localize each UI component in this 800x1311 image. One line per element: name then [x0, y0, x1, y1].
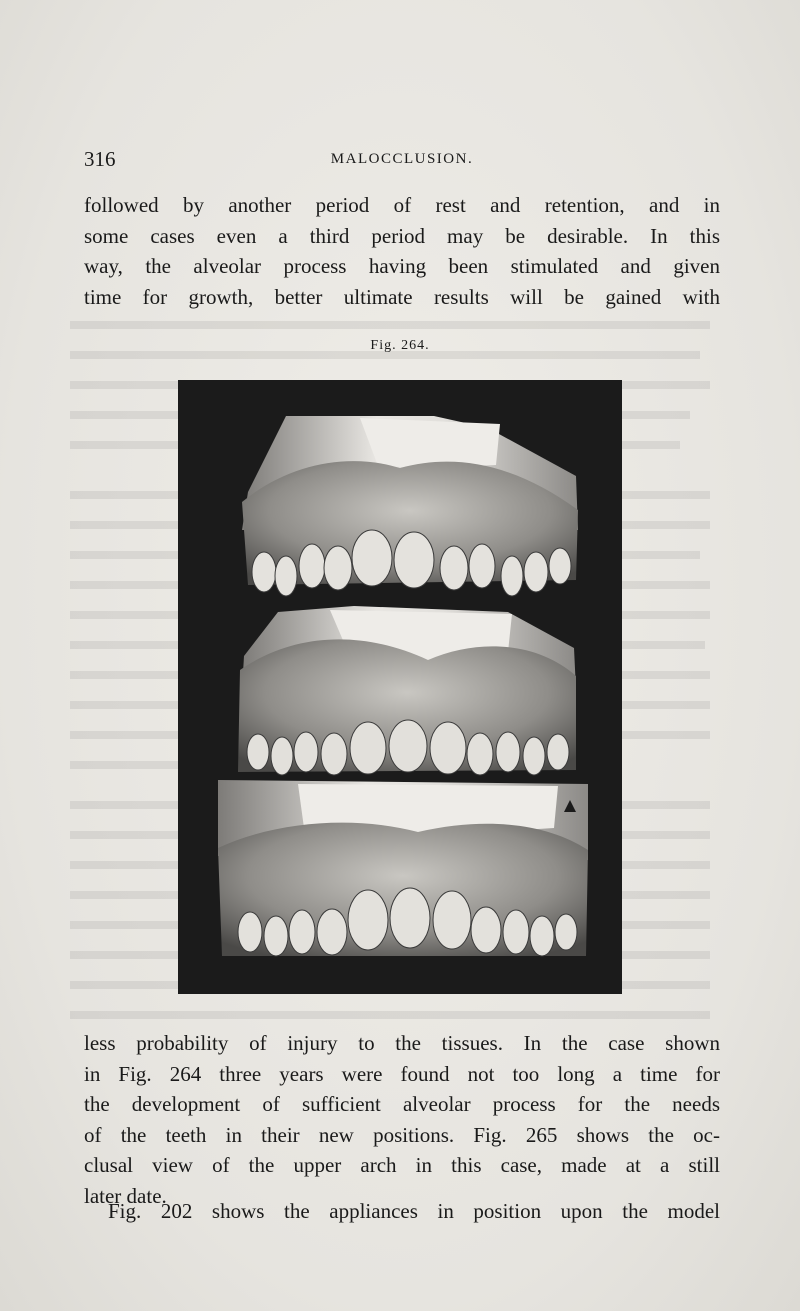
dental-casts-image — [178, 380, 622, 994]
running-title: MALOCCLUSION. — [330, 151, 474, 167]
text-line: Fig. 202 shows the appliances in position upon the model — [108, 1199, 720, 1223]
text-line: clusal view of the upper arch in this case, made at a still — [84, 1153, 720, 1177]
text-line: in Fig. 264 three years were found not too long a time for — [84, 1061, 720, 1086]
page-number: 316 — [84, 147, 116, 171]
paragraph-top — [84, 190, 720, 312]
page-header — [84, 147, 720, 177]
figure-caption: Fig. 264. — [370, 338, 430, 353]
text-line: some cases even a third period may be desirable. In this — [84, 223, 720, 248]
text-line: followed by another period of rest and retention, and in — [84, 193, 720, 217]
text-line: the development of sufficient alveolar process for the needs — [84, 1092, 720, 1116]
text-line: time for growth, better ultimate results will be gained with — [84, 284, 720, 309]
text-line: less probability of injury to the tissues. In the case shown — [84, 1031, 720, 1055]
text-line: way, the alveolar process having been stimulated and given — [84, 254, 720, 278]
paragraph-bottom — [84, 1196, 720, 1227]
text-line: later date. — [84, 1183, 167, 1208]
figure-photograph-dental-casts — [178, 380, 622, 994]
paragraph-middle — [84, 1028, 720, 1211]
dental-cast-middle — [238, 606, 576, 775]
text-line: of the teeth in their new positions. Fig. 265 shows the oc- — [84, 1122, 720, 1147]
dental-cast-bottom — [218, 780, 588, 956]
